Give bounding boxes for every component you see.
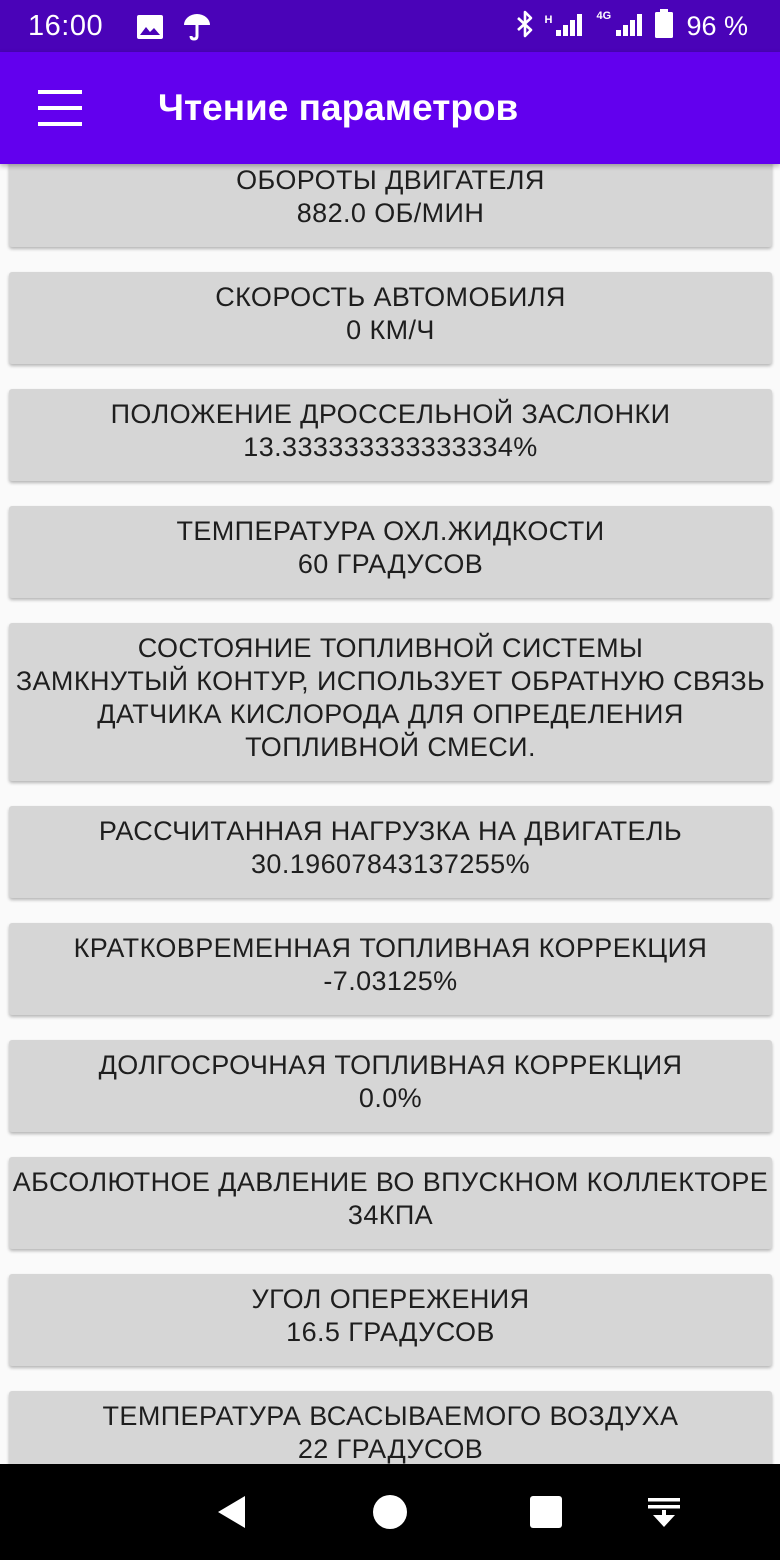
status-system-icons	[514, 8, 748, 44]
signal-icon	[544, 10, 588, 43]
parameter-name: АБСОЛЮТНОЕ ДАВЛЕНИЕ ВО ВПУСКНОМ КОЛЛЕКТОРЕ	[12, 1167, 769, 1197]
parameter-value: 30.19607843137255%	[251, 849, 530, 879]
image-icon	[136, 14, 164, 45]
bluetooth-icon	[514, 9, 536, 44]
back-icon[interactable]	[208, 1488, 256, 1536]
parameter-card[interactable]	[9, 272, 772, 364]
parameter-list-container[interactable]	[0, 164, 780, 1464]
parameter-name: СОСТОЯНИЕ ТОПЛИВНОЙ СИСТЕМЫ	[137, 633, 644, 663]
parameter-value: 13.333333333333334%	[243, 432, 538, 462]
parameter-value: ЗАМКНУТЫЙ КОНТУР, ИСПОЛЬЗУЕТ ОБРАТНУЮ СВЯЗЬ ДАТЧИКА КИСЛОРОДА ДЛЯ ОПРЕДЕЛЕНИЯ ТОПЛИВНОЙ СМЕСИ.	[15, 666, 766, 762]
battery-percent: 96 %	[686, 11, 748, 41]
notification-pull-icon[interactable]	[640, 1488, 688, 1536]
parameter-card[interactable]	[9, 1040, 772, 1132]
recents-icon[interactable]	[522, 1488, 570, 1536]
parameter-name: УГОЛ ОПЕРЕЖЕНИЯ	[251, 1284, 530, 1314]
parameter-name: КРАТКОВРЕМЕННАЯ ТОПЛИВНАЯ КОРРЕКЦИЯ	[73, 933, 708, 963]
parameter-value: 882.0 ОБ/МИН	[296, 198, 485, 228]
parameter-card[interactable]	[9, 623, 772, 781]
parameter-card[interactable]	[9, 164, 772, 247]
signal-tag: H	[544, 13, 553, 26]
home-icon[interactable]	[366, 1488, 414, 1536]
navigation-bar	[0, 1464, 780, 1560]
menu-icon[interactable]	[38, 90, 82, 126]
parameter-value: 60 ГРАДУСОВ	[297, 549, 484, 579]
page-title: Чтение параметров	[158, 87, 519, 128]
parameter-name: ОБОРОТЫ ДВИГАТЕЛЯ	[236, 165, 545, 195]
network-type-label: 4G	[596, 9, 612, 22]
status-bar	[0, 0, 780, 52]
parameter-name: ТЕМПЕРАТУРА ВСАСЫВАЕМОГО ВОЗДУХА	[102, 1401, 679, 1431]
parameter-card[interactable]	[9, 923, 772, 1015]
battery-icon	[654, 9, 674, 44]
parameter-name: СКОРОСТЬ АВТОМОБИЛЯ	[215, 282, 566, 312]
parameter-value: 22 ГРАДУСОВ	[297, 1434, 484, 1464]
umbrella-icon	[182, 12, 212, 47]
status-time: 16:00	[28, 10, 104, 42]
parameter-value: 16.5 ГРАДУСОВ	[286, 1317, 495, 1347]
parameter-card[interactable]	[9, 506, 772, 598]
parameter-card[interactable]	[9, 1157, 772, 1249]
parameter-value: -7.03125%	[323, 966, 458, 996]
parameter-name: ПОЛОЖЕНИЕ ДРОССЕЛЬНОЙ ЗАСЛОНКИ	[110, 399, 671, 429]
parameter-card[interactable]	[9, 1391, 772, 1464]
parameter-card[interactable]	[9, 389, 772, 481]
parameter-name: ТЕМПЕРАТУРА ОХЛ.ЖИДКОСТИ	[176, 516, 605, 546]
parameter-value: 34КПА	[347, 1200, 434, 1230]
signal-4g-icon	[596, 10, 646, 43]
parameter-name: ДОЛГОСРОЧНАЯ ТОПЛИВНАЯ КОРРЕКЦИЯ	[98, 1050, 683, 1080]
parameter-list	[0, 164, 780, 1464]
parameter-card[interactable]	[9, 1274, 772, 1366]
parameter-value: 0.0%	[358, 1083, 423, 1113]
parameter-name: РАССЧИТАННАЯ НАГРУЗКА НА ДВИГАТЕЛЬ	[98, 816, 683, 846]
parameter-value: 0 КМ/Ч	[346, 315, 435, 345]
app-bar	[0, 52, 780, 164]
status-notification-icons	[136, 12, 212, 47]
parameter-card[interactable]	[9, 806, 772, 898]
